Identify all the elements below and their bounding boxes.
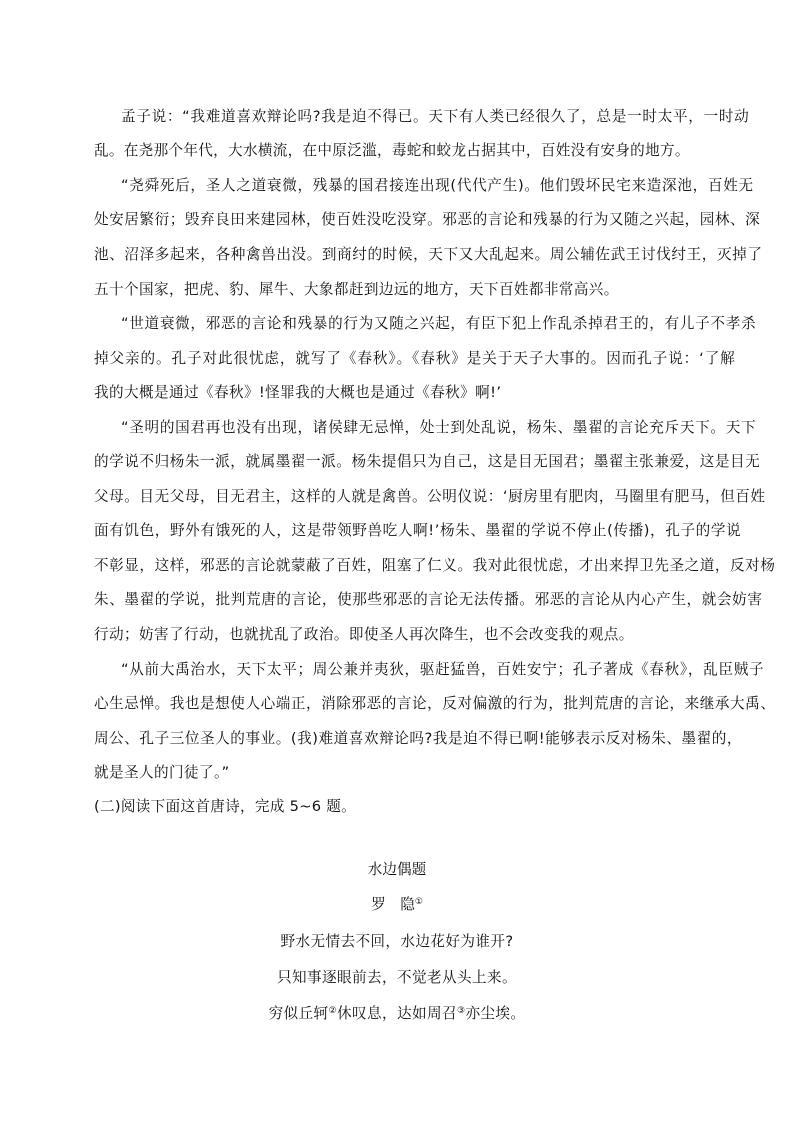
poem-line-3-part-2: 休叹息，达如周召 [337,1005,457,1022]
document-page: 孟子说：“我难道喜欢辩论吗?我是迫不得已。天下有人类已经很久了，总是一时太平，一时动 乱。在尧那个年代，大水横流，在中原泛滥，毒蛇和蛟龙占据其中，百姓没有安身的地方。 “尧舜死后，圣人之道衰微，残暴的国君接连出现(代代产生)。他们毁坏民宅来造深池，百姓无 处安居繁衍；毁弃良田来建园林，使百姓没吃没穿。邪恶的言论和残暴的行为又随之兴起，园林、深 池、沼泽多起来，各种禽兽出没。到商纣的时候，天下又大乱起来。周公辅佐武王讨伐纣王，灭掉了 五十个国家，把虎、豹、犀牛、大象都赶到边远的地方，天下百姓都非常高兴。 “世道衰微，邪恶的言论和残暴的行为又随之兴起，有臣下犯上作乱杀掉君王的，有儿子不孝杀 掉父亲的。孔子对此很忧虑，就写了《春秋》。《春秋》是关于天子大事的。因而孔子说：‘了解 我的大概是通过《春秋》!怪罪我的大概也是通过《春秋》啊!’ “圣明的国君再也没有出现，诸侯肆无忌惮，处士到处乱说，杨朱、墨翟的言论充斥天下。天下 的学说不归杨朱一派，就属墨翟一派。杨朱提倡只为自己，这是目无国君；墨翟主张兼爱，这是目无 父母。目无父母，目无君主，这样的人就是禽兽。公明仪说：‘厨房里有肥肉，马圈里有肥马，但百姓 面有饥色，野外有饿死的人，这是带领野兽吃人啊!’杨朱、墨翟的学说不停止(传播)，孔子的学说 不彰显，这样，邪恶的言论就蒙蔽了百姓，阻塞了仁义。我对此很忧虑，才出来捍卫先圣之道，反对杨 朱、墨翟的学说，批判荒唐的言论，使那些邪恶的言论无法传播。邪恶的言论从内心产生，就会妨害 行动；妨害了行动，也就扰乱了政治。即使圣人再次降生，也不会改变我的观点。 “从前大禹治水，天下太平；周公兼并夷狄，驱赶猛兽，百姓安宁；孔子著成《春秋》，乱臣贼子 心生忌惮。我也是想使人心端正，消除邪恶的言论，反对偏激的行为，批判荒唐的言论，来继承大禹、 周公、孔子三位圣人的事业。(我)难道喜欢辩论吗?我是迫不得已啊!能够表示反对杨朱、墨翟的， 就是圣人的门徒了。” (二)阅读下面这首唐诗，完成 5~6 题。 水边偶题 罗 隐① 野水无情去不回，水边花好为谁开? 只知事逐眼前去，不觉老从头上来。 穷似丘轲②休叹息，达如周召③亦尘埃。 [0,0,794,1123]
footnote-marker-3: ③ [456,1006,466,1016]
poem-line-3-part-1: 穷似丘轲 [268,1005,329,1022]
poem-line-3-part-3: 亦尘埃。 [465,1005,526,1022]
footnote-marker-2: ② [328,1006,338,1016]
poem-title: 水边偶题 [367,861,427,878]
poem-line-3 [0,1004,794,1024]
poem-line-1: 野水无情去不回，水边花好为谁开? [280,933,514,950]
poem-line-2: 只知事逐眼前去，不觉老从头上来。 [277,969,517,986]
poem-author-note-marker: ① [414,897,423,907]
poem-author-name: 罗 隐 [371,896,415,913]
poem-author [0,895,794,915]
